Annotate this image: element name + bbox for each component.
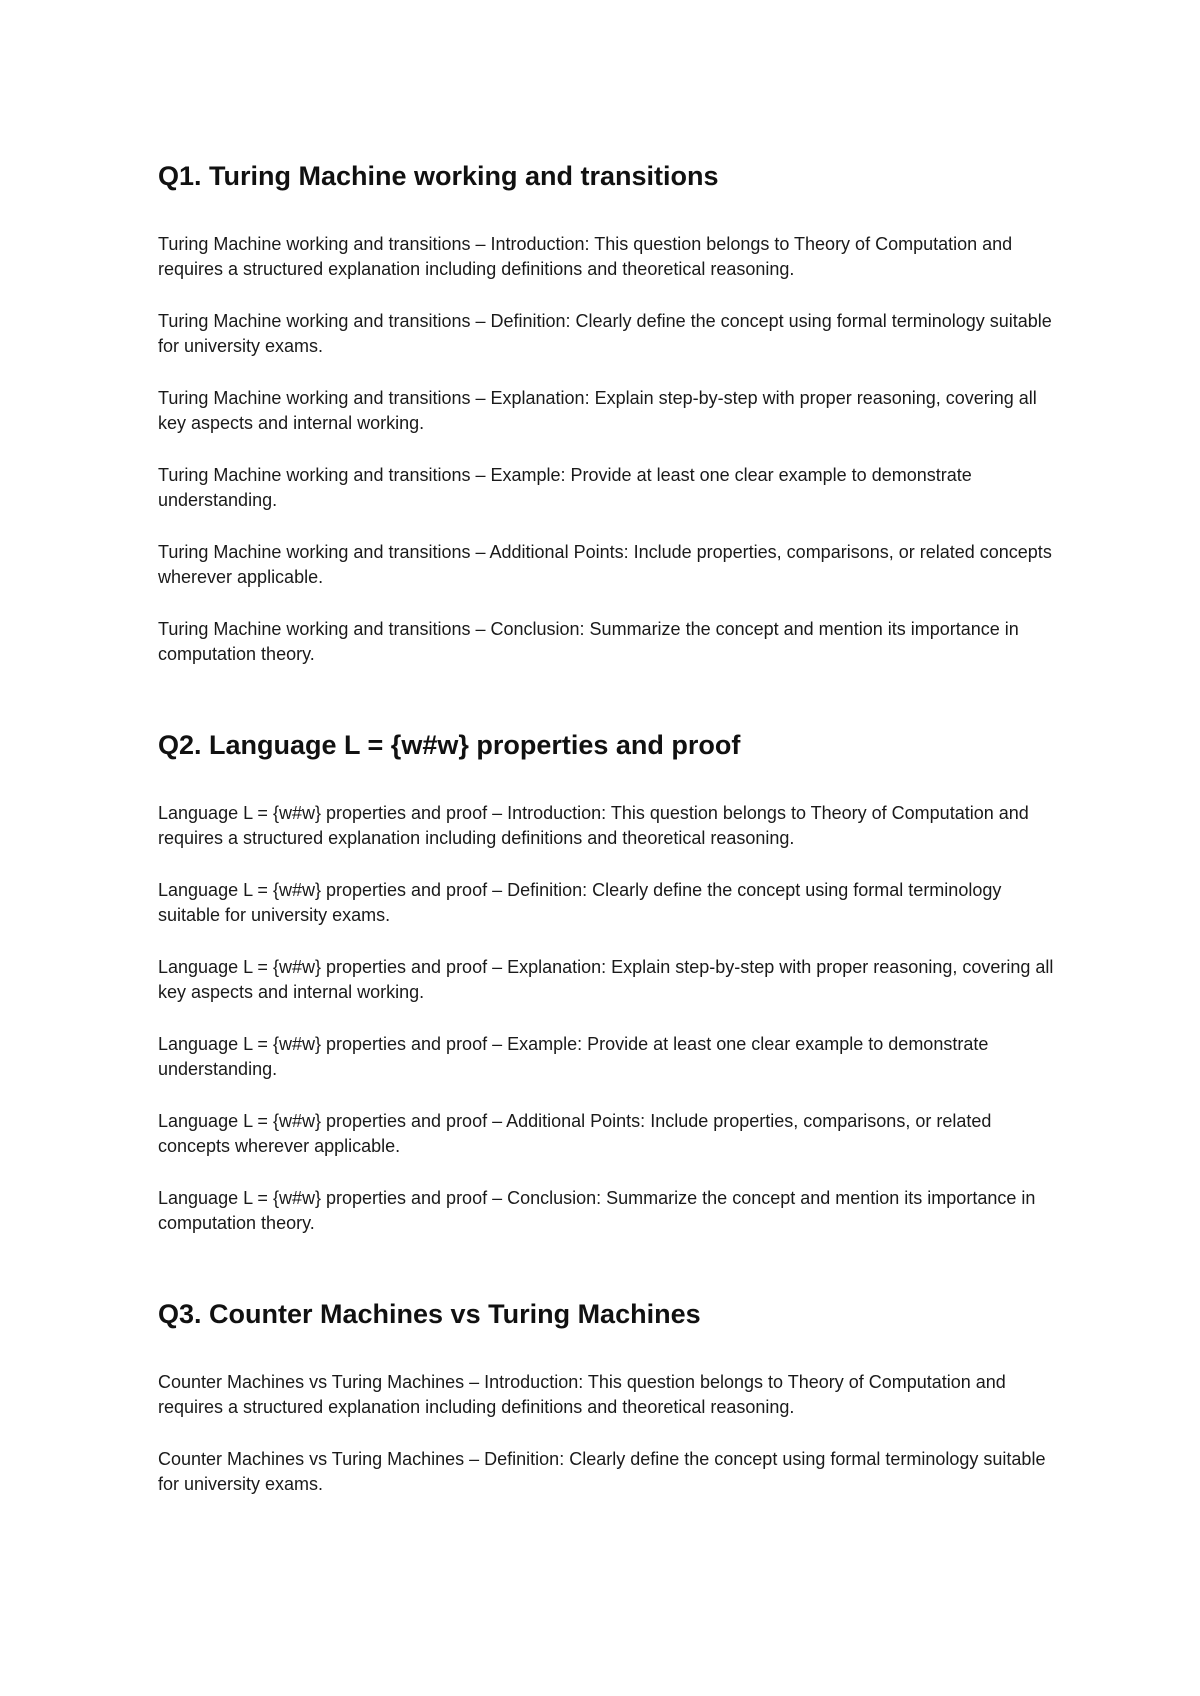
q2-definition-paragraph: Language L = {w#w} properties and proof – Definition: Clearly define the concept using formal terminology suitable for university exams. xyxy=(158,880,1002,925)
document-page xyxy=(158,160,1058,1524)
question-2-heading: Q2. Language L = {w#w} properties and proof xyxy=(158,730,741,760)
q2-additional-points-paragraph: Language L = {w#w} properties and proof – Additional Points: Include properties, comparisons, or related concepts wherever applicable. xyxy=(158,1111,992,1156)
q2-explanation-paragraph: Language L = {w#w} properties and proof – Explanation: Explain step-by-step with proper reasoning, covering all key aspects and internal working. xyxy=(158,957,1054,1002)
q1-example-paragraph: Turing Machine working and transitions – Example: Provide at least one clear example to demonstrate understanding. xyxy=(158,465,972,510)
question-3 xyxy=(158,1298,1058,1497)
q2-introduction-paragraph: Language L = {w#w} properties and proof – Introduction: This question belongs to Theory of Computation and requires a structured explanation including definitions and theoretical reasoning. xyxy=(158,803,1029,848)
q1-explanation-paragraph: Turing Machine working and transitions – Explanation: Explain step-by-step with proper reasoning, covering all key aspects and internal working. xyxy=(158,388,1037,433)
q3-introduction-paragraph: Counter Machines vs Turing Machines – Introduction: This question belongs to Theory of Computation and requires a structured explanation including definitions and theoretical reasoning. xyxy=(158,1372,1006,1417)
question-1-heading: Q1. Turing Machine working and transitions xyxy=(158,161,719,191)
q2-example-paragraph: Language L = {w#w} properties and proof – Example: Provide at least one clear example to demonstrate understanding. xyxy=(158,1034,989,1079)
question-3-heading: Q3. Counter Machines vs Turing Machines xyxy=(158,1299,701,1329)
q1-introduction-paragraph: Turing Machine working and transitions – Introduction: This question belongs to Theory of Computation and requires a structured explanation including definitions and theoretical reasoning. xyxy=(158,234,1013,279)
q1-conclusion-paragraph: Turing Machine working and transitions – Conclusion: Summarize the concept and mention its importance in computation theory. xyxy=(158,619,1019,664)
q1-definition-paragraph: Turing Machine working and transitions – Definition: Clearly define the concept using formal terminology suitable for university exams. xyxy=(158,311,1052,356)
q1-additional-points-paragraph: Turing Machine working and transitions – Additional Points: Include properties, comparisons, or related concepts wherever applicable. xyxy=(158,542,1052,587)
q2-conclusion-paragraph: Language L = {w#w} properties and proof – Conclusion: Summarize the concept and mention its importance in computation theory. xyxy=(158,1188,1036,1233)
question-2 xyxy=(158,729,1058,1236)
q3-definition-paragraph: Counter Machines vs Turing Machines – Definition: Clearly define the concept using formal terminology suitable for university exams. xyxy=(158,1449,1046,1494)
question-1 xyxy=(158,160,1058,667)
